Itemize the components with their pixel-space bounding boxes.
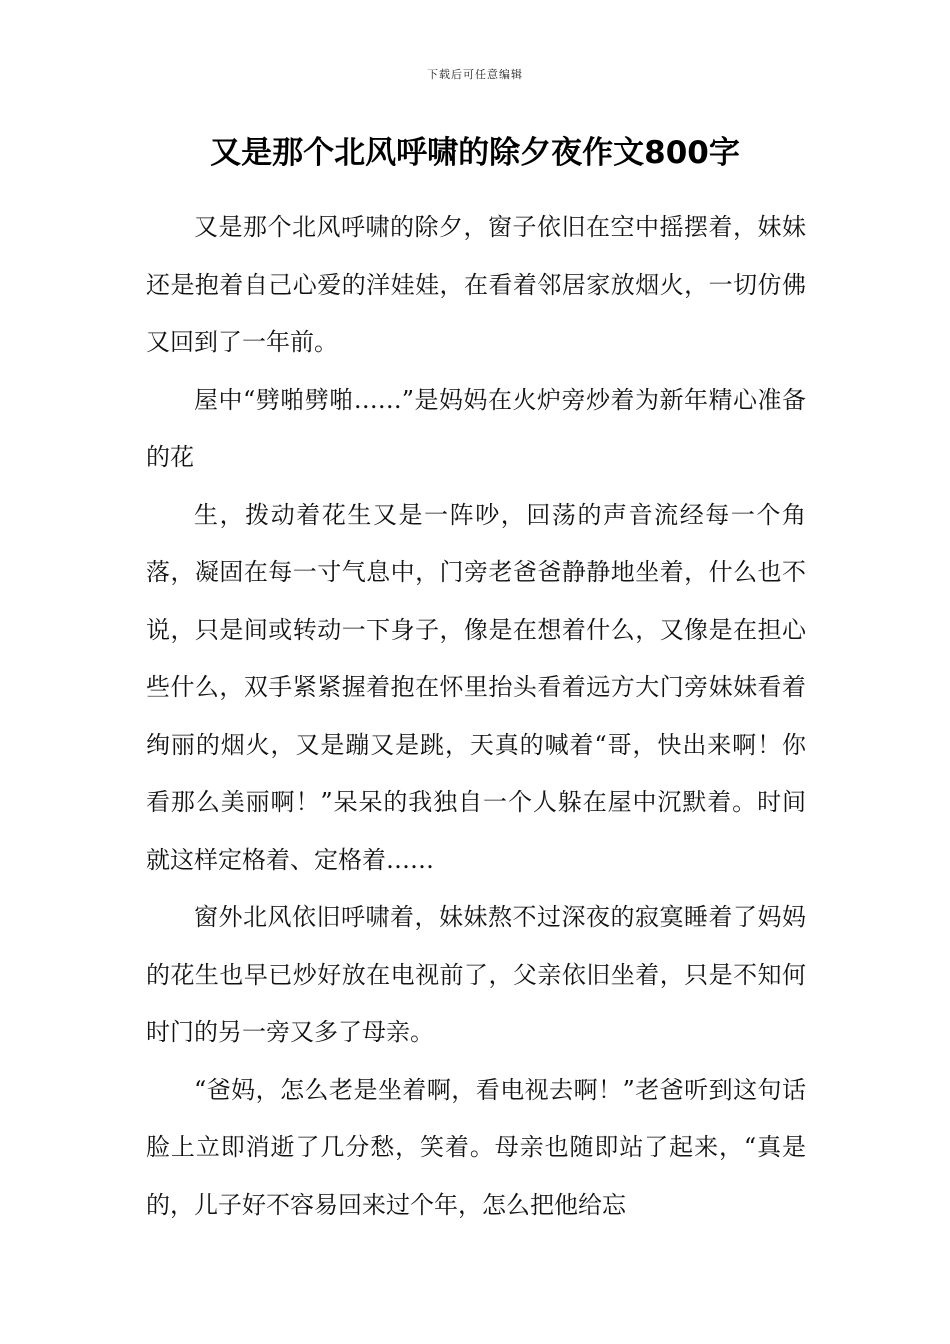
paragraph: 屋中“劈啪劈啪……”是妈妈在火炉旁炒着为新年精心准备的花	[146, 385, 806, 471]
document-body	[146, 199, 806, 1234]
paragraph: “爸妈，怎么老是坐着啊，看电视去啊！”老爸听到这句话脸上立即消逝了几分愁，笑着。母亲也随即站了起来，“真是的，儿子好不容易回来过个年，怎么把他给忘	[146, 1075, 806, 1219]
paragraph: 窗外北风依旧呼啸着，妹妹熬不过深夜的寂寞睡着了妈妈的花生也早已炒好放在电视前了，父亲依旧坐着，只是不知何时门的另一旁又多了母亲。	[146, 903, 806, 1046]
paragraph: 生，拨动着花生又是一阵吵，回荡的声音流经每一个角落，凝固在每一寸气息中，门旁老爸爸静静地坐着，什么也不说，只是间或转动一下身子，像是在想着什么，又像是在担心些什么，双手紧紧握着抱在怀里抬头看着远方大门旁妹妹看着绚丽的烟火，又是蹦又是跳，天真的喊着“哥，快出来啊！你看那么美丽啊！”呆呆的我独自一个人躲在屋中沉默着。时间就这样定格着、定格着……	[146, 500, 806, 874]
paragraph: 又是那个北风呼啸的除夕，窗子依旧在空中摇摆着，妹妹还是抱着自己心爱的洋娃娃，在看着邻居家放烟火，一切仿佛又回到了一年前。	[146, 213, 806, 356]
header-note: 下载后可任意编辑	[427, 68, 523, 81]
document-title: 又是那个北风呼啸的除夕夜作文800字	[210, 135, 740, 171]
